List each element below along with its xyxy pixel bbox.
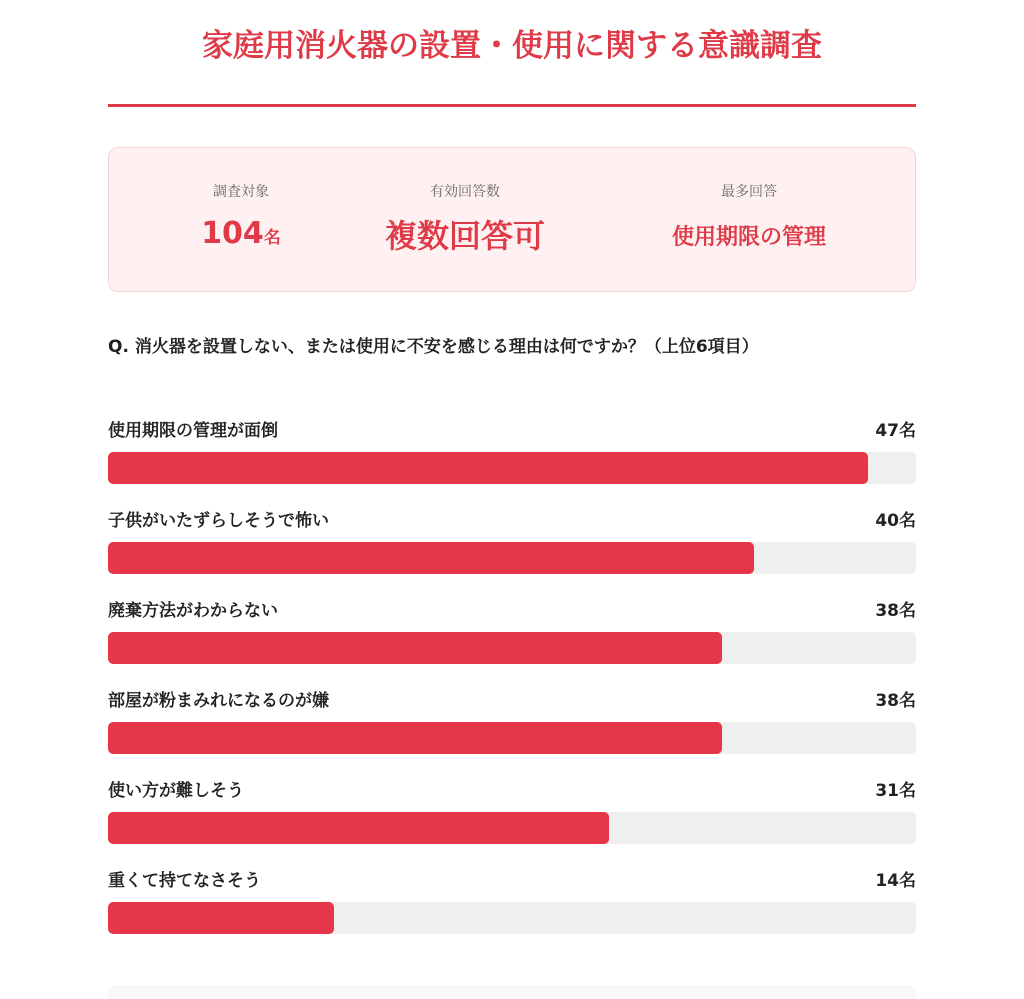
bar-item (108, 596, 916, 670)
stat-subjects-value (141, 214, 341, 258)
bar-value-label: 38名 (875, 691, 916, 711)
bar-label: 使い方が難しそう (108, 781, 244, 801)
bar (108, 902, 334, 934)
question-text: Q. 消火器を設置しない、または使用に不安を感じる理由は何ですか？（上位6項目） (108, 337, 759, 357)
bar-track (108, 452, 916, 484)
bar-item (108, 416, 916, 490)
bar-value-label: 14名 (875, 871, 916, 891)
bar-item (108, 776, 916, 850)
bar (108, 542, 754, 574)
stat-responses-label: 有効回答数 (430, 184, 500, 200)
bar (108, 722, 722, 754)
bar-label: 部屋が粉まみれになるのが嫌 (108, 691, 329, 711)
bar (108, 452, 868, 484)
bar-value-label: 38名 (875, 601, 916, 621)
summary-panel (108, 147, 916, 292)
bar-label: 重くて持てなさそう (108, 871, 261, 891)
bar-value-label: 47名 (875, 421, 916, 441)
next-section-edge (108, 985, 916, 999)
stat-top-answer-label: 最多回答 (721, 184, 777, 200)
title-divider (108, 104, 916, 107)
bar-label: 廃棄方法がわからない (108, 601, 278, 621)
stat-subjects-label: 調査対象 (213, 184, 269, 200)
bar-item (108, 686, 916, 760)
bar-chart (108, 416, 916, 946)
stat-responses (365, 148, 565, 291)
bar-value-label: 31名 (875, 781, 916, 801)
bar-track (108, 812, 916, 844)
stat-top-answer (649, 148, 849, 291)
stat-subjects-unit: 名 (263, 228, 281, 248)
bar-value-label: 40名 (875, 511, 916, 531)
bar-track (108, 902, 916, 934)
bar-label: 使用期限の管理が面倒 (108, 421, 278, 441)
stat-subjects-number: 104 (201, 216, 264, 251)
stat-top-answer-value: 使用期限の管理 (671, 225, 826, 250)
bar-label: 子供がいたずらしそうで怖い (108, 511, 329, 531)
bar-item (108, 866, 916, 940)
bar-track (108, 722, 916, 754)
page-title: 家庭用消火器の設置・使用に関する意識調査 (202, 28, 822, 64)
stat-subjects (141, 148, 341, 291)
bar-track (108, 632, 916, 664)
bar (108, 632, 722, 664)
bar (108, 812, 609, 844)
bar-track (108, 542, 916, 574)
stat-responses-value: 複数回答可 (384, 217, 545, 255)
bar-item (108, 506, 916, 580)
